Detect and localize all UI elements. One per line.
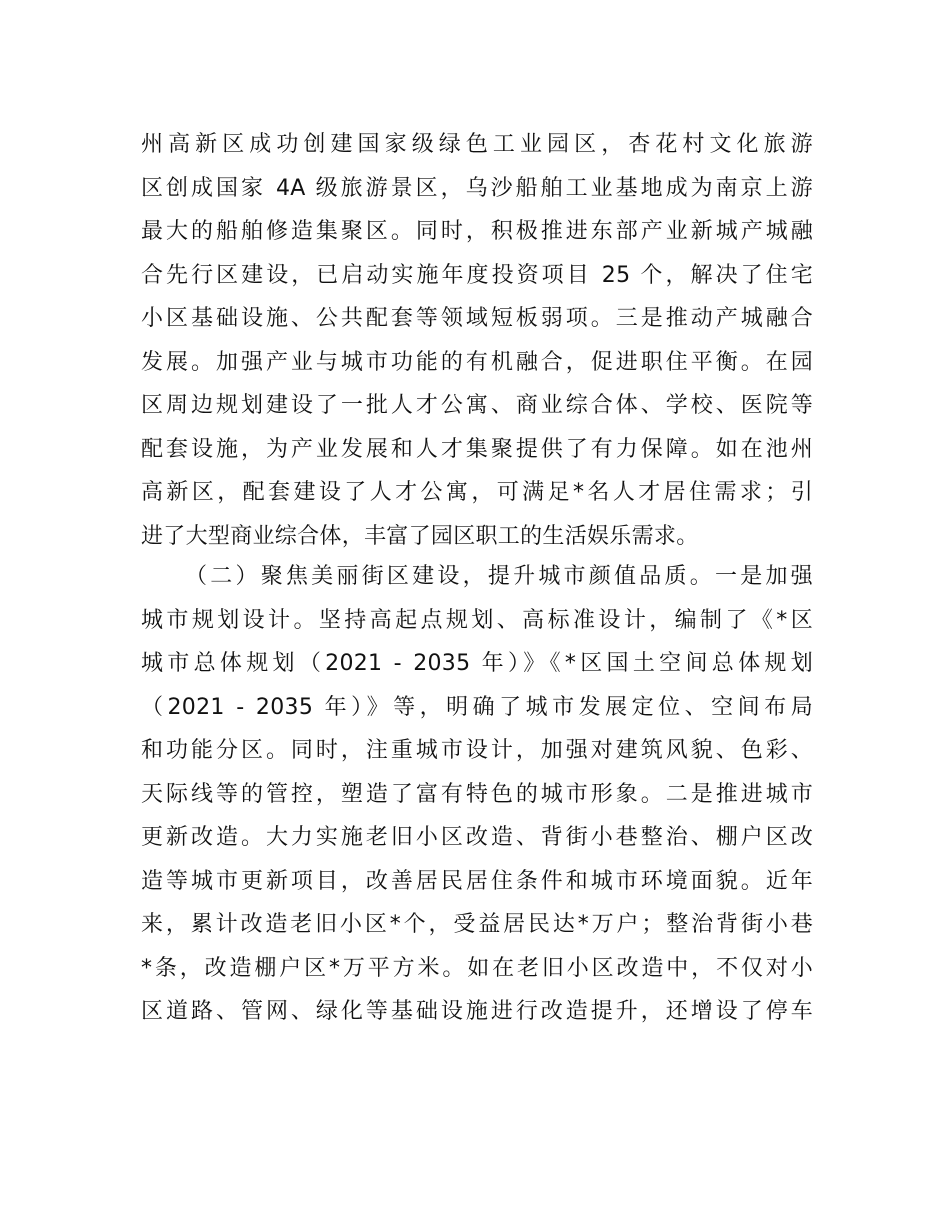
text-line: 最大的船舶修造集聚区。同时，积极推进东部产业新城产城融 [141, 219, 813, 244]
text-line: 发展。加强产业与城市功能的有机融合，促进职住平衡。在园 [141, 349, 813, 375]
text-line: 区道路、管网、绿化等基础设施进行改造提升，还增设了停车 [141, 999, 813, 1024]
paragraph-2 [141, 555, 813, 1034]
text-line: 城市总体规划（2021 - 2035 年）》《*区国土空间总体规划 [141, 651, 813, 676]
text-line: 和功能分区。同时，注重城市设计，加强对建筑风貌、色彩、 [141, 738, 813, 763]
text-line: （2021 - 2035 年）》等，明确了城市发展定位、空间布局 [141, 694, 813, 720]
text-line: 天际线等的管控，塑造了富有特色的城市形象。二是推进城市 [141, 781, 813, 807]
text-line: 进了大型商业综合体，丰富了园区职工的生活娱乐需求。 [141, 523, 699, 549]
text-line: 更新改造。大力实施老旧小区改造、背街小巷整治、棚户区改 [141, 825, 813, 850]
text-line: 高新区，配套建设了人才公寓，可满足*名人才居住需求；引 [141, 480, 813, 505]
text-line: 小区基础设施、公共配套等领域短板弱项。三是推动产城融合 [141, 306, 813, 331]
text-line: （二）聚焦美丽街区建设，提升城市颜值品质。一是加强 [185, 564, 813, 589]
text-line: 配套设施，为产业发展和人才集聚提供了有力保障。如在池州 [141, 436, 813, 462]
text-line: 区创成国家 4A 级旅游景区，乌沙船舶工业基地成为南京上游 [141, 175, 813, 201]
paragraph-1 [141, 123, 813, 558]
text-line: 州高新区成功创建国家级绿色工业园区，杏花村文化旅游 [141, 132, 813, 157]
text-line: 城市规划设计。坚持高起点规划、高标准设计，编制了《*区 [141, 607, 813, 633]
text-line: 合先行区建设，已启动实施年度投资项目 25 个，解决了住宅 [141, 262, 813, 288]
text-line: 区周边规划建设了一批人才公寓、商业综合体、学校、医院等 [141, 393, 813, 418]
text-line: 造等城市更新项目，改善居民居住条件和城市环境面貌。近年 [141, 868, 813, 894]
text-line: *条，改造棚户区*万平方米。如在老旧小区改造中，不仅对小 [141, 955, 813, 981]
text-line: 来，累计改造老旧小区*个，受益居民达*万户；整治背街小巷 [141, 912, 813, 937]
